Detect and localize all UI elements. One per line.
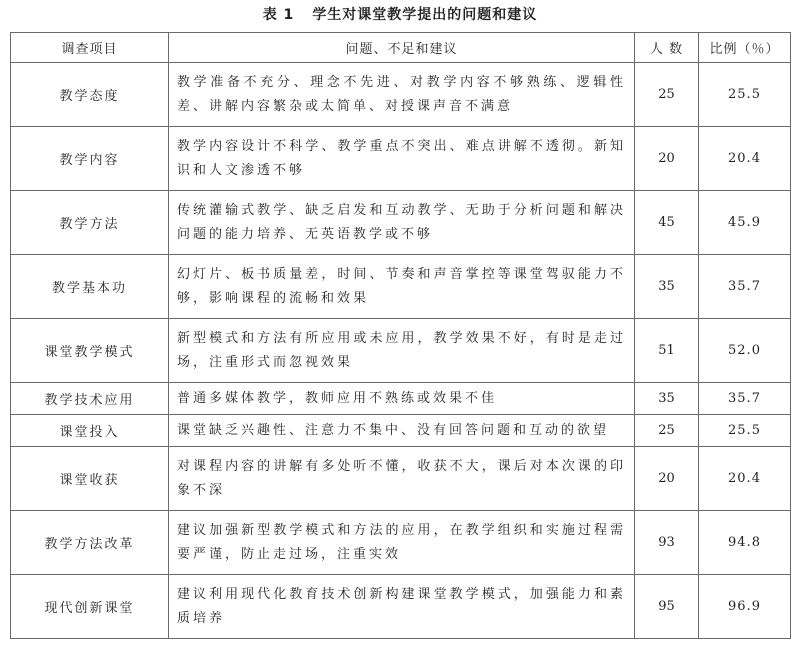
row-desc: 新型模式和方法有所应用或未应用，教学效果不好，有时是走过场，注重形式而忽视效果: [169, 319, 635, 383]
row-count: 93: [635, 511, 699, 575]
row-pct: 35.7: [699, 383, 791, 415]
table-row: [11, 63, 791, 127]
row-item: 教学基本功: [11, 255, 169, 319]
row-pct: 45.9: [699, 191, 791, 255]
header-pct: 比例（％）: [699, 33, 791, 63]
row-item: 教学内容: [11, 127, 169, 191]
row-count: 35: [635, 383, 699, 415]
table-row: [11, 127, 791, 191]
row-pct: 52.0: [699, 319, 791, 383]
row-pct: 96.9: [699, 575, 791, 639]
row-pct: 20.4: [699, 447, 791, 511]
row-item: 教学技术应用: [11, 383, 169, 415]
table-row: [11, 383, 791, 415]
row-count: 20: [635, 127, 699, 191]
table-row: [11, 447, 791, 511]
row-pct: 25.5: [699, 415, 791, 447]
row-count: 25: [635, 63, 699, 127]
row-desc: 对课程内容的讲解有多处听不懂，收获不大，课后对本次课的印象不深: [169, 447, 635, 511]
row-desc: 教学准备不充分、理念不先进、对教学内容不够熟练、逻辑性差、讲解内容繁杂或太简单、对授课声音不满意: [169, 63, 635, 127]
row-desc: 建议加强新型教学模式和方法的应用，在教学组织和实施过程需要严谨，防止走过场，注重实效: [169, 511, 635, 575]
row-pct: 20.4: [699, 127, 791, 191]
row-count: 25: [635, 415, 699, 447]
table-title: 学生对课堂教学提出的问题和建议: [312, 7, 538, 23]
row-pct: 25.5: [699, 63, 791, 127]
row-item: 课堂教学模式: [11, 319, 169, 383]
row-desc: 建议利用现代化教育技术创新构建课堂教学模式，加强能力和素质培养: [169, 575, 635, 639]
table-caption: [0, 4, 800, 24]
table-row: [11, 319, 791, 383]
row-pct: 94.8: [699, 511, 791, 575]
row-count: 20: [635, 447, 699, 511]
header-desc: 问题、不足和建议: [169, 33, 635, 63]
row-item: 现代创新课堂: [11, 575, 169, 639]
table-number: 表 1: [262, 7, 295, 23]
survey-table: [10, 32, 791, 639]
row-desc: 传统灌输式教学、缺乏启发和互动教学、无助于分析问题和解决问题的能力培养、无英语教学或不够: [169, 191, 635, 255]
row-count: 45: [635, 191, 699, 255]
row-desc: 课堂缺乏兴趣性、注意力不集中、没有回答问题和互动的欲望: [169, 415, 635, 447]
row-pct: 35.7: [699, 255, 791, 319]
row-item: 教学方法改革: [11, 511, 169, 575]
table-row: [11, 575, 791, 639]
table-row: [11, 415, 791, 447]
row-count: 95: [635, 575, 699, 639]
table-row: [11, 191, 791, 255]
row-desc: 普通多媒体教学，教师应用不熟练或效果不佳: [169, 383, 635, 415]
row-count: 51: [635, 319, 699, 383]
table-row: [11, 255, 791, 319]
row-item: 课堂收获: [11, 447, 169, 511]
row-item: 教学方法: [11, 191, 169, 255]
header-count: 人 数: [635, 33, 699, 63]
row-item: 教学态度: [11, 63, 169, 127]
table-row: [11, 511, 791, 575]
header-row: [11, 33, 791, 63]
header-item: 调查项目: [11, 33, 169, 63]
row-item: 课堂投入: [11, 415, 169, 447]
row-desc: 幻灯片、板书质量差，时间、节奏和声音掌控等课堂驾驭能力不够，影响课程的流畅和效果: [169, 255, 635, 319]
row-count: 35: [635, 255, 699, 319]
row-desc: 教学内容设计不科学、教学重点不突出、难点讲解不透彻。新知识和人文渗透不够: [169, 127, 635, 191]
